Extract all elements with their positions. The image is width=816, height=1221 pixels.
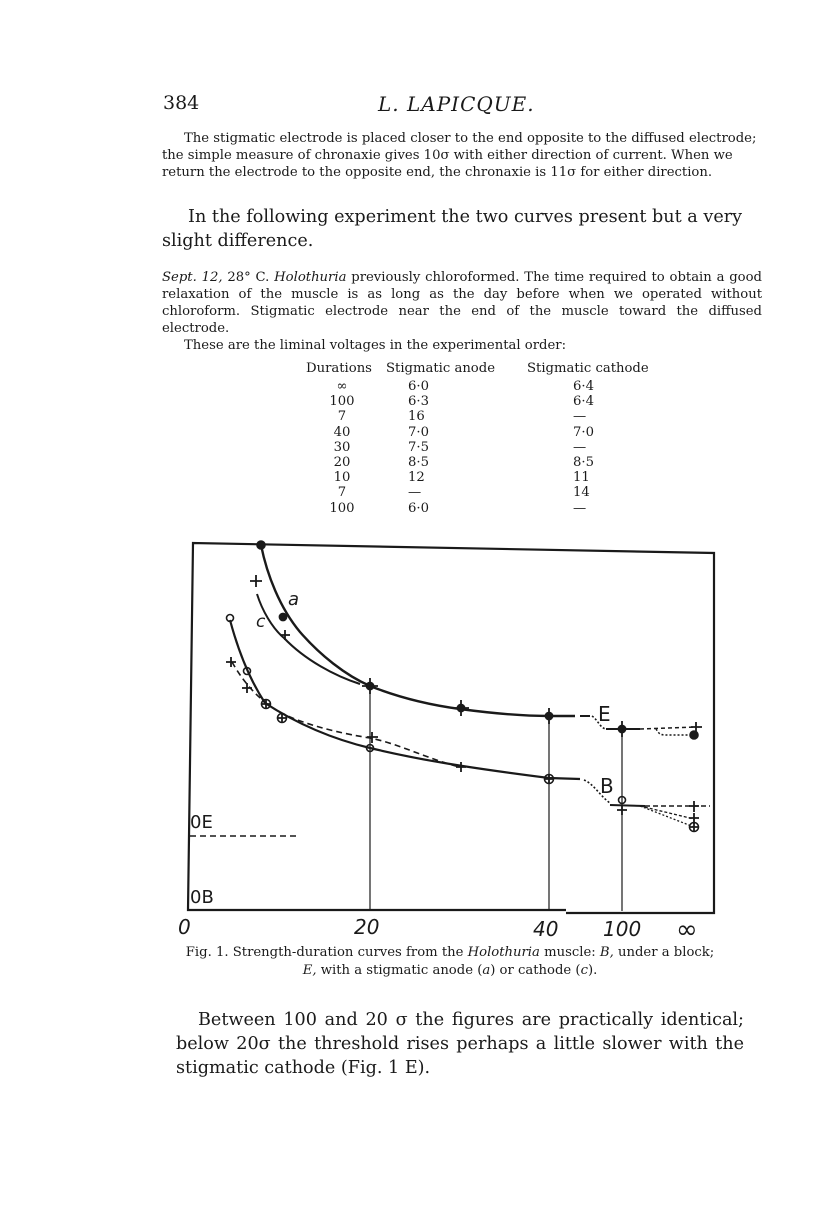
table-cell: 6·0	[408, 500, 429, 516]
table-cell: 11	[573, 470, 590, 486]
paragraph-text: In the following experiment the two curves present but a very slight difference.	[162, 207, 743, 251]
paragraph-text: Between 100 and 20 σ the figures are practically identical; below 20σ the threshold rises perhaps a little slower with the stigmatic cathode (Fig. 1 E).	[176, 1010, 744, 1078]
table-cell: 16	[408, 409, 425, 425]
marker-plus	[250, 575, 262, 587]
label-curve-e: E	[598, 702, 611, 726]
table-cell: 100	[329, 500, 355, 516]
table-cell: —	[408, 485, 422, 501]
x-tick-label: 100	[603, 917, 642, 941]
table-cell: 100	[329, 394, 355, 410]
caption-a-letter: a	[482, 963, 491, 978]
temperature: 28° C.	[222, 270, 275, 285]
marker-plus	[242, 683, 252, 693]
caption-prefix: Fig. 1.	[185, 945, 229, 960]
caption-text: ).	[587, 963, 598, 978]
protocol-text: previously chloroformed. The time required to obtain a good relaxation of the muscle is as long as the day before when we operated without chloroform. Stigmatic electrode near the end of the muscle toward the diffused electrode.	[162, 270, 763, 336]
table-cell: 7·0	[573, 424, 594, 440]
curve-b-block	[230, 620, 580, 779]
table-cell: 8·5	[573, 455, 594, 471]
marker-plus	[689, 801, 699, 812]
curve-c-cathode	[257, 594, 360, 684]
x-tick-label: 0	[178, 915, 191, 939]
curve-e-anode-tail	[656, 729, 694, 735]
paragraph-line: the simple measure of chronaxie gives 10σ with either direction of current. When we	[162, 148, 733, 163]
label-baseline-e: 0E	[190, 812, 213, 833]
caption-b: B,	[599, 945, 614, 960]
curve-b-plateau	[610, 805, 645, 806]
table-cell: —	[573, 500, 587, 516]
curve-e-dashed-tail	[640, 727, 697, 729]
caption-c-letter: c	[580, 963, 588, 978]
marker-plus	[367, 732, 378, 743]
marker-plus	[280, 630, 290, 640]
marker-filled	[257, 541, 265, 549]
caption-text: with a stigmatic anode (	[316, 963, 483, 978]
x-tick-label: ∞	[676, 915, 698, 945]
column-header: Stigmatic cathode	[527, 361, 649, 376]
paragraph-line: The stigmatic electrode is placed closer to the end opposite to the diffused electrode;	[184, 131, 757, 146]
marker-plus	[541, 708, 557, 724]
marker-plus	[453, 700, 469, 716]
marker-filled	[279, 613, 286, 620]
table-cell: 12	[408, 470, 425, 486]
paragraph-line: return the electrode to the opposite end, the chronaxie is 11σ for either direction.	[162, 165, 713, 180]
marker-plus	[617, 805, 627, 815]
table-cell: —	[573, 439, 587, 455]
table-cell: 30	[333, 439, 351, 455]
label-curve-b: B	[600, 774, 614, 798]
marker-plus	[614, 721, 630, 737]
table-cell: 14	[573, 485, 590, 501]
figure-caption	[180, 944, 720, 980]
curve-a-anode	[261, 545, 575, 716]
column-header: Stigmatic anode	[386, 361, 495, 376]
table-cell: 10	[333, 470, 351, 486]
column-header: Durations	[306, 361, 372, 376]
caption-e: E,	[302, 963, 317, 978]
table-cell: 20	[333, 455, 351, 471]
caption-genus: Holothuria	[467, 945, 540, 960]
table-cell: 40	[333, 424, 351, 440]
table-cell: 6·0	[408, 379, 429, 394]
table-cell: 6·4	[573, 379, 594, 394]
marker-plus	[456, 762, 466, 772]
genus: Holothuria	[274, 270, 347, 285]
date: Sept. 12,	[162, 270, 223, 285]
table-cell: 6·4	[573, 394, 594, 410]
caption-text: under a block;	[613, 945, 715, 960]
caption-text: ) or cathode (	[490, 963, 581, 978]
running-title: L. LAPICQUE.	[378, 92, 535, 116]
table-cell: 6·3	[408, 394, 429, 410]
marker-plus	[362, 678, 378, 694]
page-number: 384	[163, 92, 200, 114]
table-cell: 7·5	[408, 439, 429, 455]
table-cell: 7·0	[408, 424, 429, 440]
x-tick-label: 40	[533, 917, 559, 941]
table-cell: —	[573, 409, 587, 425]
paragraph-conclusion	[176, 1008, 744, 1080]
table-cell: 7	[337, 485, 347, 501]
paragraph-line: These are the liminal voltages in the experimental order:	[184, 338, 567, 353]
x-tick-label: 20	[354, 915, 380, 939]
label-cathode: c	[256, 612, 266, 632]
table-cell: ∞	[336, 379, 348, 394]
label-baseline-b: 0B	[190, 887, 214, 908]
label-anode: a	[288, 589, 300, 610]
table-cell: 8·5	[408, 455, 429, 471]
curve-b-cathode-dashed	[232, 662, 460, 767]
caption-text: muscle:	[539, 945, 600, 960]
caption-text: Strength-duration curves from the	[228, 945, 468, 960]
table-cell: 7	[337, 409, 347, 425]
